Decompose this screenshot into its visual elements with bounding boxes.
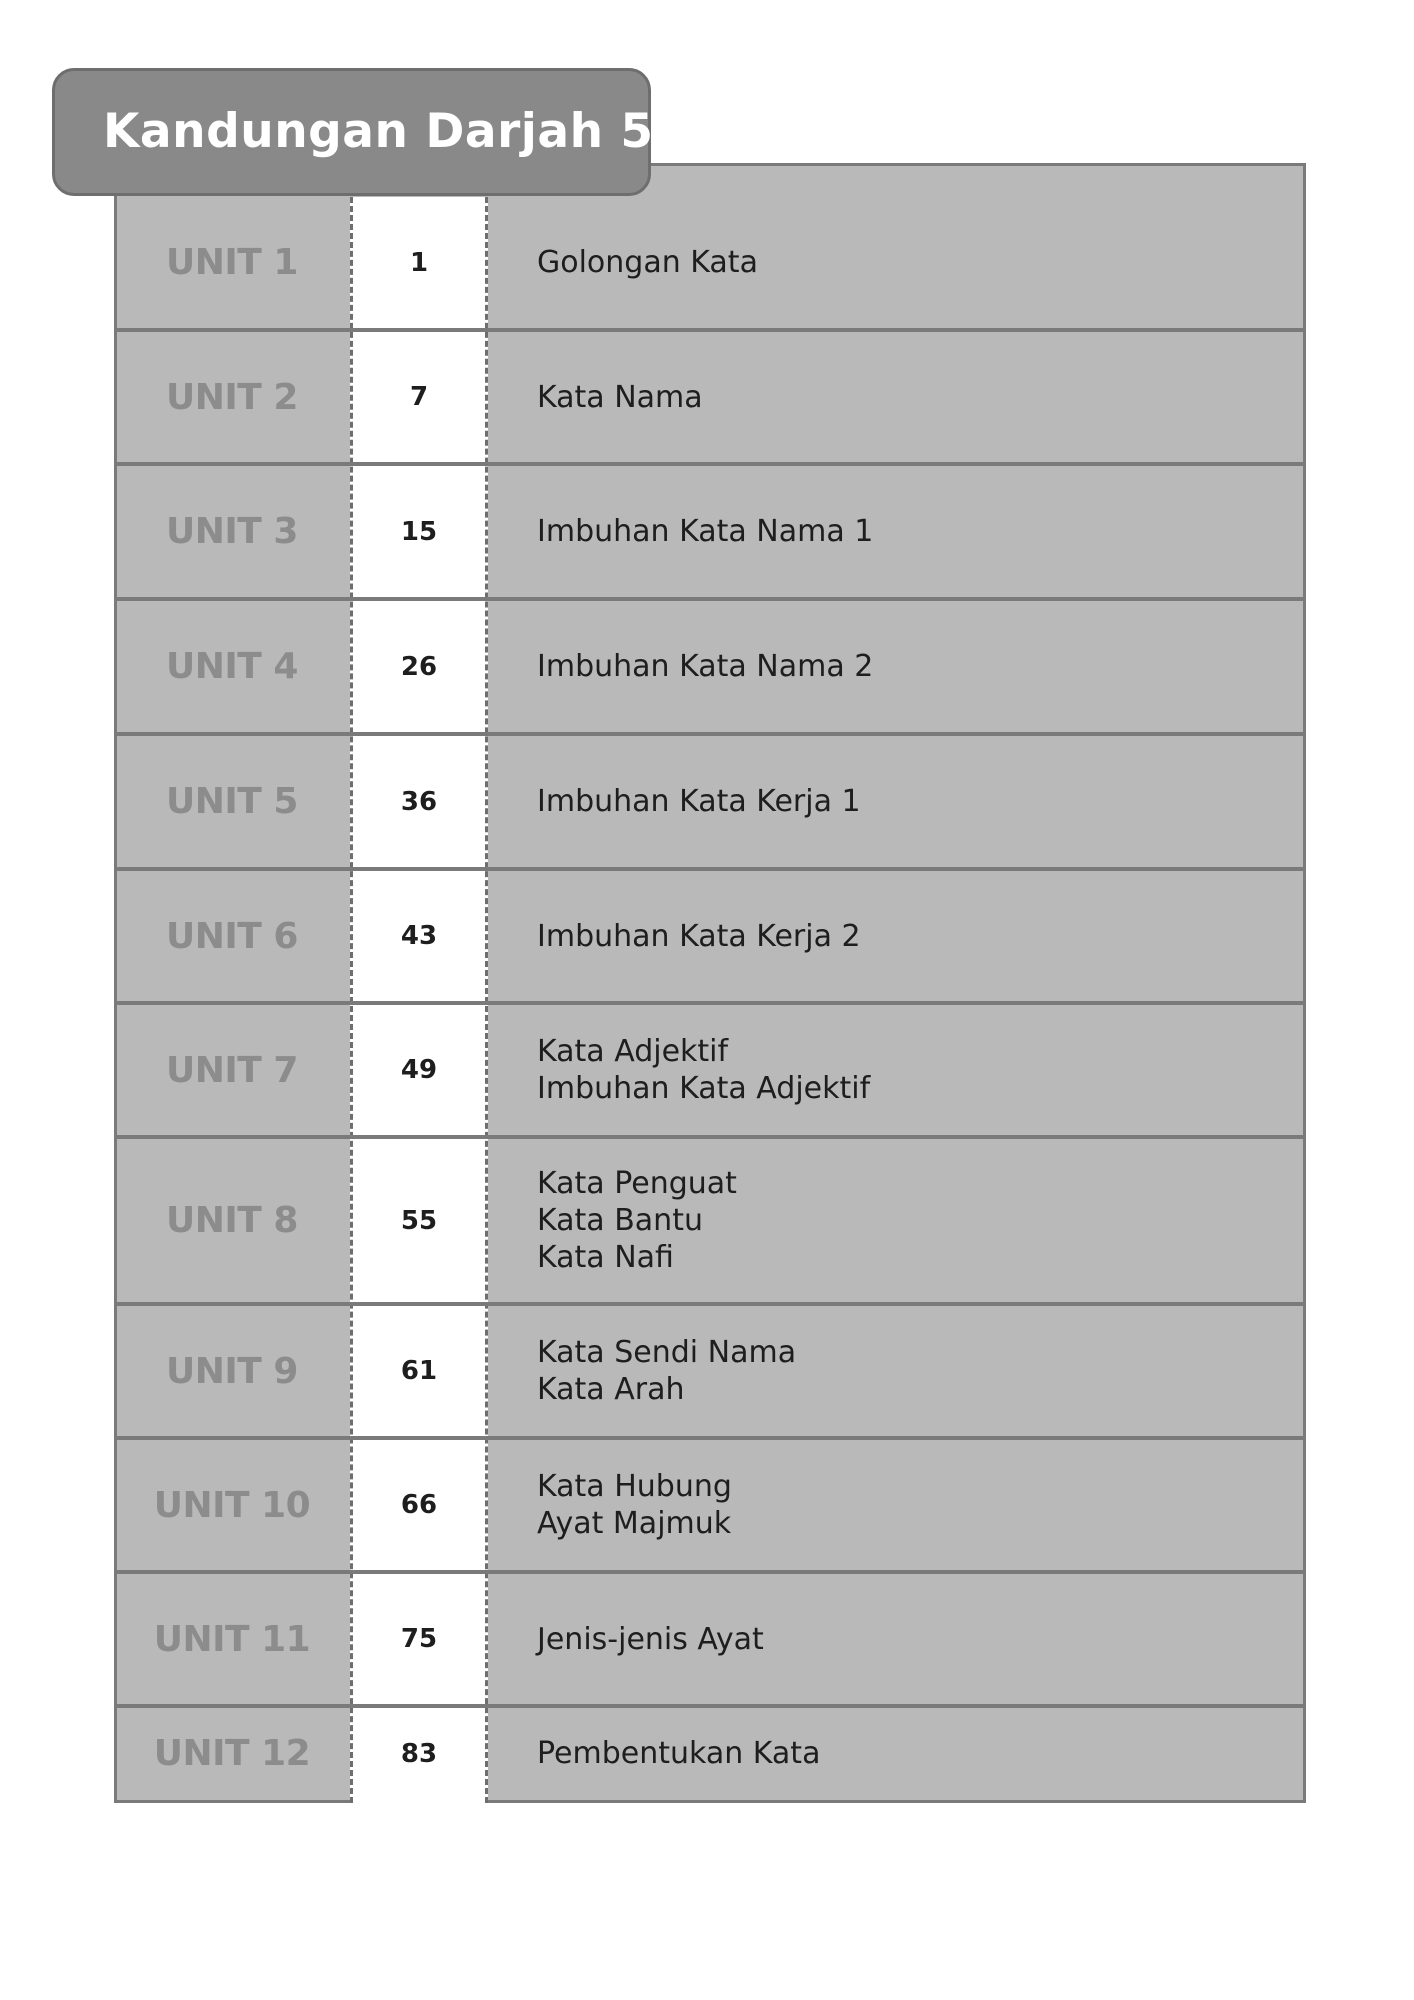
row-divider <box>114 328 1306 332</box>
topic-title: Imbuhan Kata Adjektif <box>537 1071 871 1106</box>
unit-label: UNIT 4 <box>166 646 298 687</box>
toc-row <box>117 466 1303 601</box>
topic-list <box>537 466 1283 597</box>
topic-list <box>537 1440 1283 1570</box>
unit-label: UNIT 3 <box>166 511 298 552</box>
toc-row <box>117 1005 1303 1139</box>
topic-list <box>537 1306 1283 1436</box>
page-number: 43 <box>400 921 438 951</box>
unit-label: UNIT 7 <box>166 1049 298 1091</box>
page-number: 1 <box>409 247 429 278</box>
toc-row <box>117 332 1303 466</box>
title-tab <box>52 68 654 196</box>
toc-row <box>117 601 1303 736</box>
page-number: 26 <box>400 651 438 682</box>
topic-title: Kata Nafi <box>537 1240 674 1275</box>
toc-row <box>117 736 1303 871</box>
topic-list <box>537 1005 1283 1135</box>
row-divider <box>114 1001 1306 1005</box>
topic-list <box>537 871 1283 1001</box>
unit-label: UNIT 8 <box>166 1200 298 1241</box>
row-divider <box>114 732 1306 736</box>
topic-title: Jenis-jenis Ayat <box>537 1621 764 1657</box>
topic-title: Kata Nama <box>537 379 703 415</box>
unit-label: UNIT 11 <box>153 1618 311 1660</box>
row-divider <box>114 867 1306 871</box>
page-number: 15 <box>400 516 438 547</box>
topic-title: Kata Sendi Nama <box>537 1335 797 1370</box>
page-number: 55 <box>400 1205 438 1236</box>
toc-row <box>117 1708 1303 1803</box>
topic-title: Kata Adjektif <box>537 1034 729 1069</box>
table-of-contents <box>114 163 1306 1803</box>
toc-row <box>117 1306 1303 1440</box>
page-number: 66 <box>400 1490 438 1520</box>
unit-label: UNIT 10 <box>153 1484 311 1526</box>
toc-row <box>117 1440 1303 1574</box>
unit-label: UNIT 9 <box>166 1350 298 1392</box>
row-divider <box>114 597 1306 601</box>
row-divider <box>114 1135 1306 1139</box>
toc-row <box>117 1139 1303 1306</box>
topic-list <box>537 1708 1283 1799</box>
topic-title: Imbuhan Kata Nama 1 <box>537 514 874 549</box>
topic-list <box>537 1574 1283 1704</box>
topic-title: Imbuhan Kata Nama 2 <box>537 649 874 684</box>
page-number: 49 <box>400 1055 438 1085</box>
row-divider <box>114 1302 1306 1306</box>
toc-row <box>117 197 1303 332</box>
unit-label: UNIT 12 <box>153 1733 311 1774</box>
unit-label: UNIT 6 <box>166 915 298 957</box>
unit-label: UNIT 1 <box>166 242 298 283</box>
topic-title: Imbuhan Kata Kerja 1 <box>537 784 861 819</box>
topic-list <box>537 1139 1283 1302</box>
topic-title: Kata Bantu <box>537 1203 703 1238</box>
unit-label: UNIT 2 <box>166 376 298 418</box>
topic-title: Kata Penguat <box>537 1166 737 1201</box>
topic-title: Kata Hubung <box>537 1469 732 1504</box>
page-number: 36 <box>400 786 438 817</box>
row-divider <box>114 1436 1306 1440</box>
topic-title: Golongan Kata <box>537 245 758 280</box>
toc-row <box>117 871 1303 1005</box>
page-number: 61 <box>400 1356 438 1386</box>
topic-title: Pembentukan Kata <box>537 1736 821 1771</box>
topic-list <box>537 197 1283 328</box>
topic-list <box>537 601 1283 732</box>
topic-list <box>537 332 1283 462</box>
page-number: 83 <box>400 1738 438 1769</box>
topic-title: Imbuhan Kata Kerja 2 <box>537 918 861 954</box>
row-divider <box>114 1570 1306 1574</box>
page-number: 75 <box>400 1624 438 1654</box>
unit-label: UNIT 5 <box>166 781 298 822</box>
topic-title: Ayat Majmuk <box>537 1506 732 1541</box>
row-divider <box>114 462 1306 466</box>
topic-title: Kata Arah <box>537 1372 685 1407</box>
page-number: 7 <box>409 382 429 412</box>
row-divider <box>114 1704 1306 1708</box>
page-title: Kandungan Darjah 5 <box>103 104 654 159</box>
toc-row <box>117 1574 1303 1708</box>
topic-list <box>537 736 1283 867</box>
